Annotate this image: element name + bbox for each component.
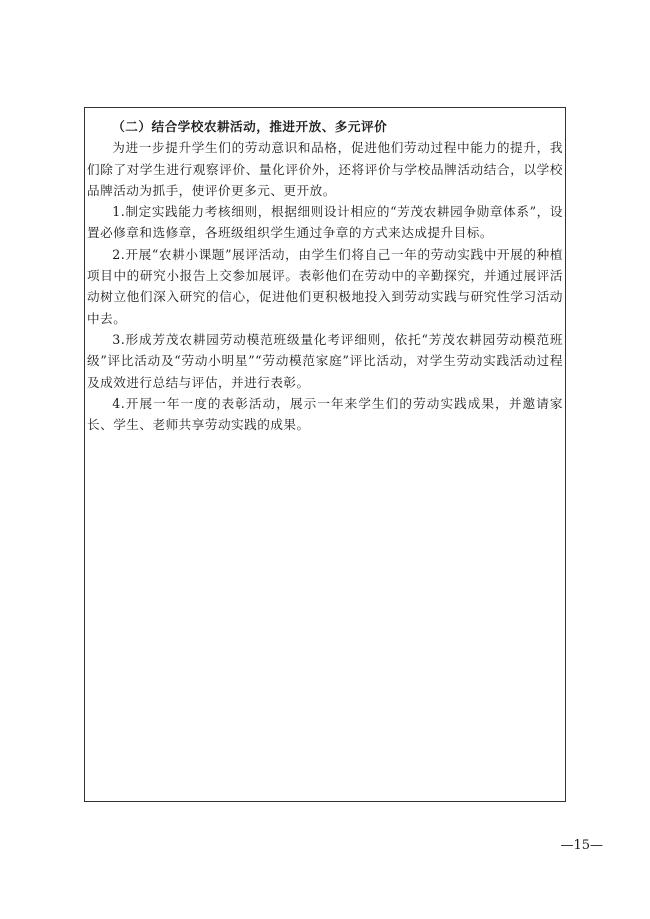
paragraph-item-3: 3.形成芳茂农耕园劳动模范班级量化考评细则，依托“芳茂农耕园劳动模范班级”评比活动及“劳动小明星”“劳动模范家庭”评比活动，对学生劳动实践活动过程及成效进行总结与评估，并进行表彰。 <box>87 331 563 390</box>
document-body <box>87 116 563 435</box>
section-heading: （二）结合学校农耕活动，推进开放、多元评价 <box>112 119 388 134</box>
paragraph-item-1: 1.制定实践能力考核细则，根据细则设计相应的“芳茂农耕园争勋章体系”，设置必修章和选修章，各班级组织学生通过争章的方式来达成提升目标。 <box>87 204 563 241</box>
paragraph-item-2: 2.开展“农耕小课题”展评活动，由学生们将自己一年的劳动实践中开展的种植项目中的研究小报告上交参加展评。表彰他们在劳动中的辛勤探究，并通过展评活动树立他们深入研究的信心，促进他们更积极地投入到劳动实践与研究性学习活动中去。 <box>87 246 563 326</box>
page-number: —15— <box>560 838 603 853</box>
paragraph-intro: 为进一步提升学生们的劳动意识和品格，促进他们劳动过程中能力的提升，我们除了对学生进行观察评价、量化评价外，还将评价与学校品牌活动结合，以学校品牌活动为抓手，使评价更多元、更开放。 <box>87 140 563 198</box>
paragraph-item-4: 4.开展一年一度的表彰活动，展示一年来学生们的劳动实践成果，并邀请家长、学生、老师共享劳动实践的成果。 <box>87 395 563 433</box>
